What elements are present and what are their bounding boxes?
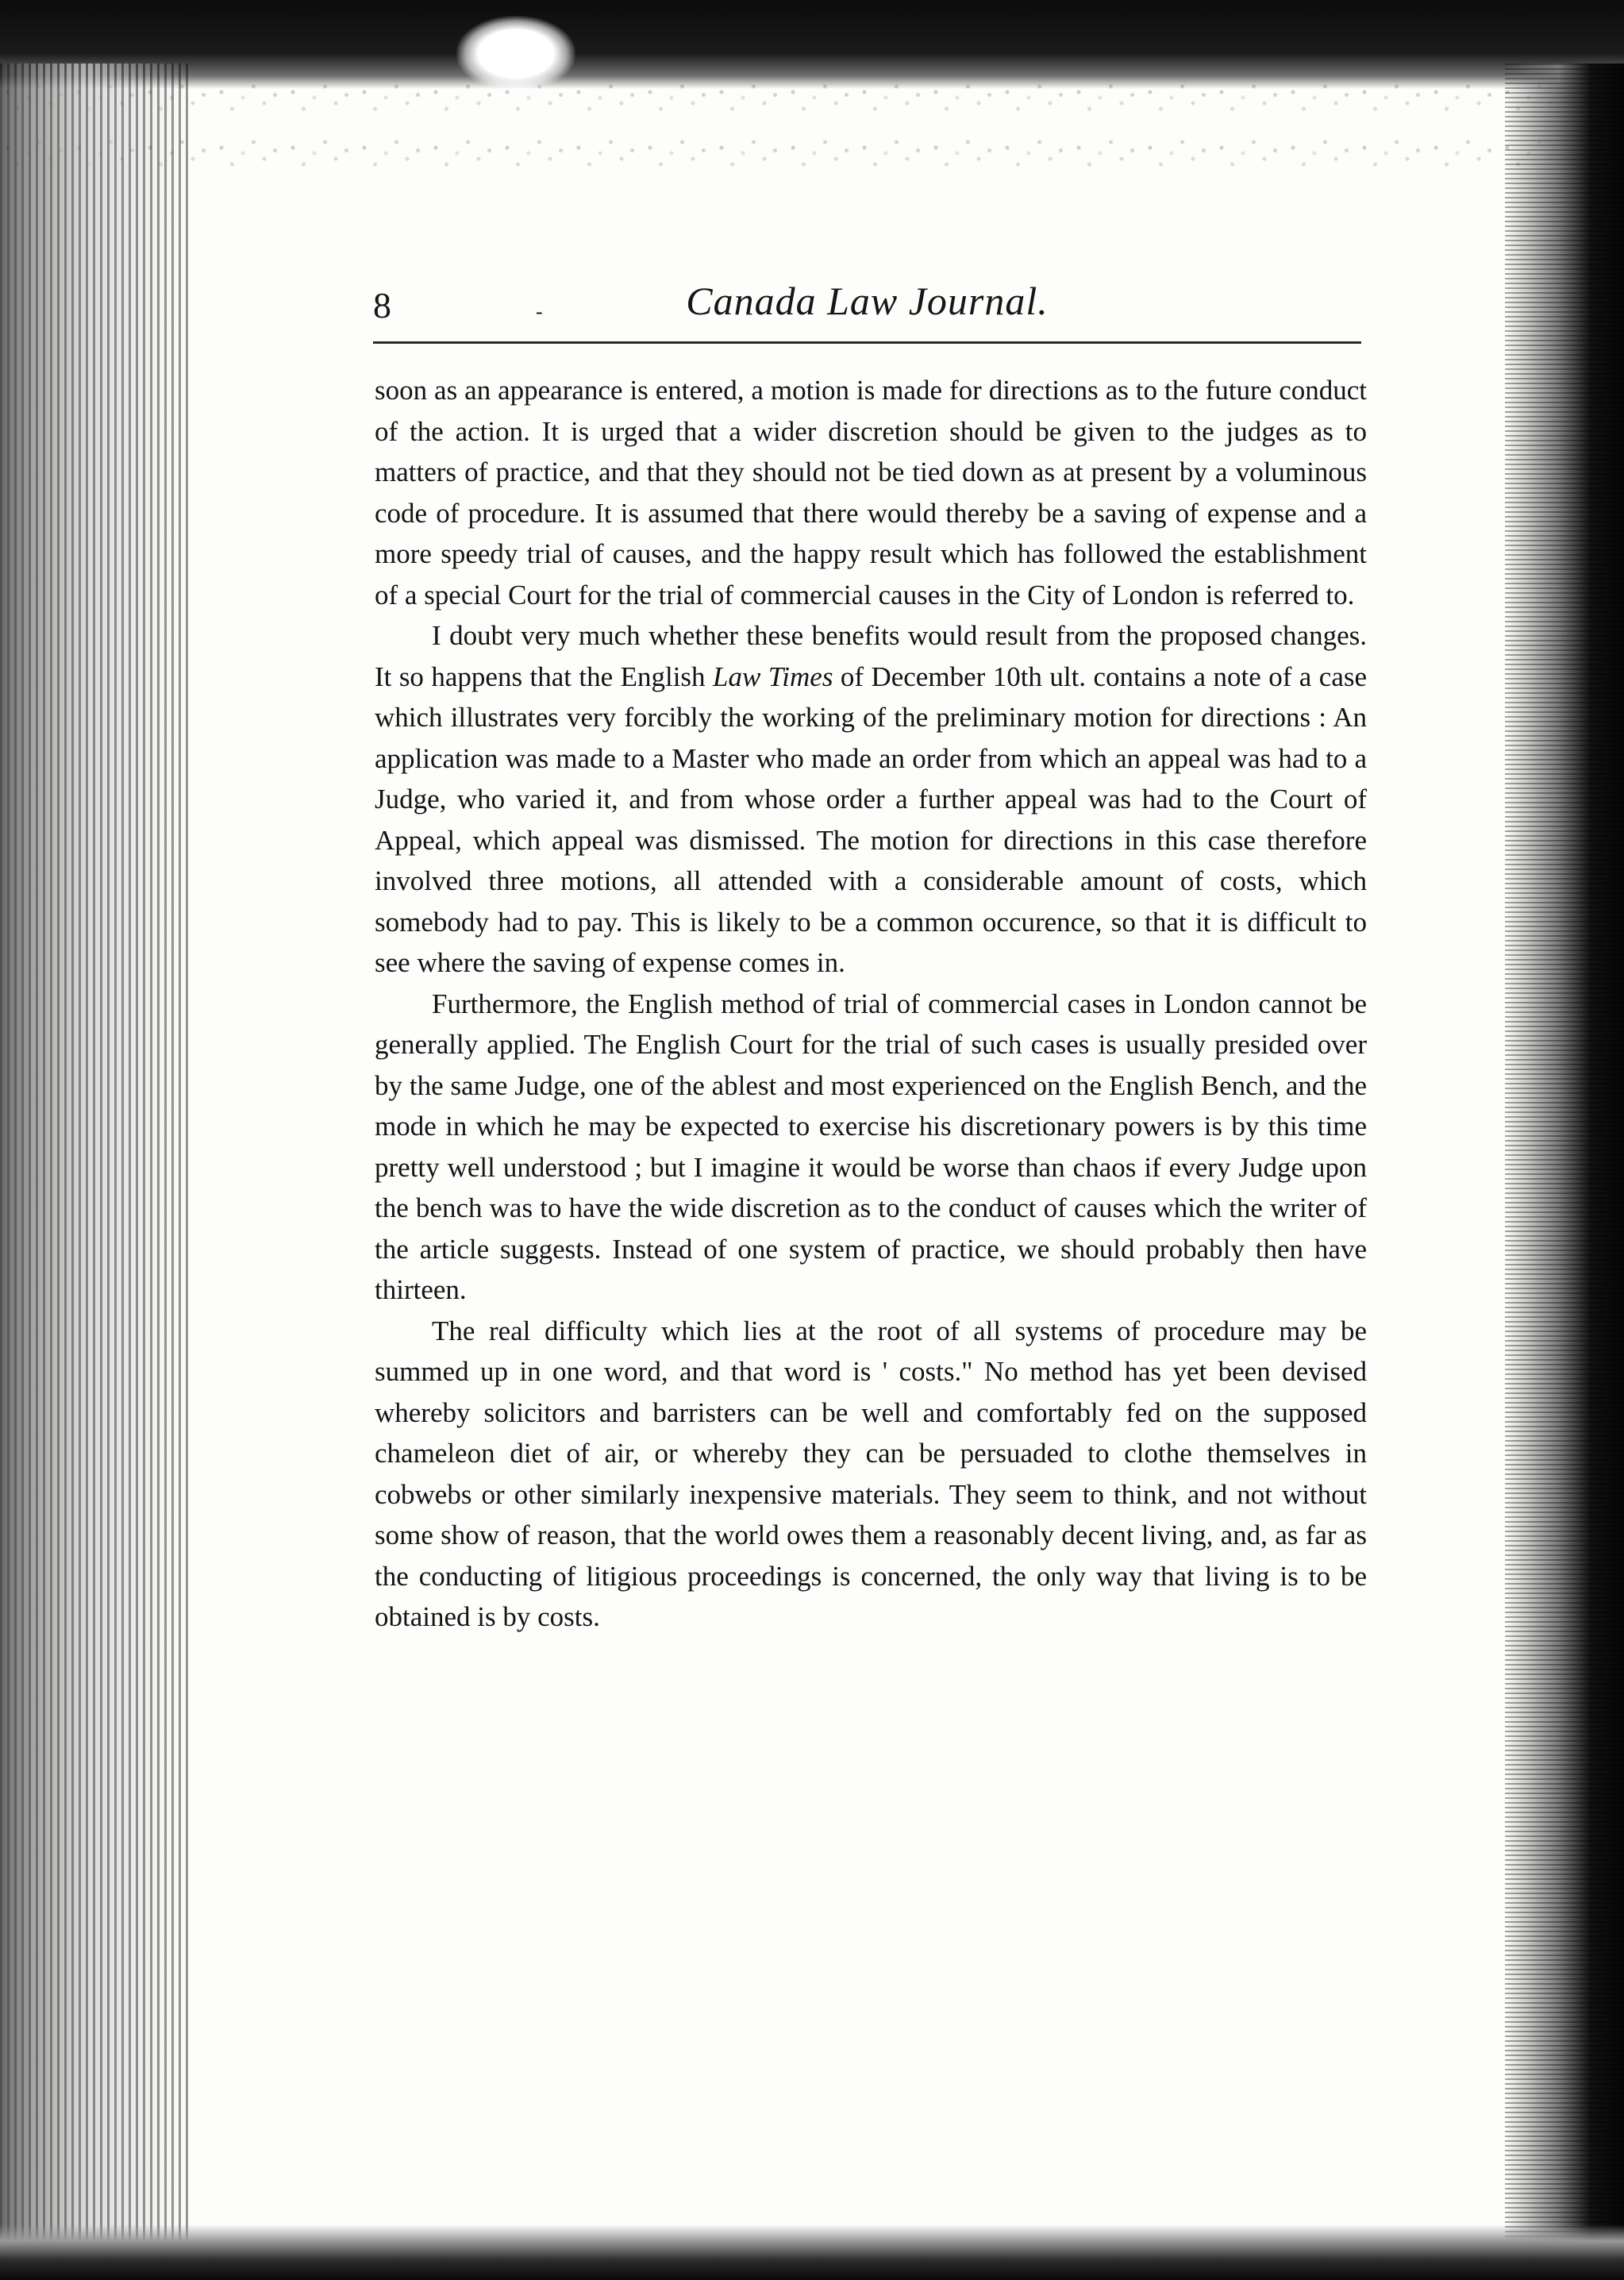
scan-edge-bottom <box>0 2224 1624 2280</box>
paragraph: The real difficulty which lies at the root of all systems of procedure may be summed up in one word, and that word is ' costs." No method has yet been devised whereby solicitors and barristers can be well and comfortably fed on the supposed chameleon diet of air, or whereby they can be persuaded to clothe themselves in cobwebs or other similarly inexpensive materials. They seem to think, and not without some show of reason, that the world owes them a reasonably decent living, and, as far as the conducting of litigious proceedings is concerned, the only way that living is to be obtained is by costs. <box>375 1315 1367 1632</box>
paragraph-text: of December 10th ult. contains a note of a case which illustrates very forcibly the working of the preliminary motion for directions : An application was made to a Master who made an order from which an appeal was had to a Judge, who varied it, and from whose order a further appeal was had to the Court of Appeal, which appeal was dismissed. The motion for directions in this case therefore involved three motions, all attended with a considerable amount of costs, which somebody had to pay. This is likely to be a common occurence, so that it is difficult to see where the saving of expense comes in. <box>375 661 1368 978</box>
paragraph <box>375 615 1367 984</box>
scan-noise <box>0 75 1624 187</box>
publication-title: Law Times <box>713 661 833 692</box>
page-header <box>373 268 1361 341</box>
article-body <box>375 370 1367 1638</box>
scan-edge-left <box>0 64 190 2280</box>
scan-edge-right <box>1505 64 1624 2280</box>
header-separator: - <box>536 300 543 323</box>
paragraph: Furthermore, the English method of trial of commercial cases in London cannot be generally applied. The English Court for the trial of such cases is usually presided over by the same Judge, one of the ablest and most experienced on the English Bench, and the mode in which he may be expected to exercise his discretionary powers is by this time pretty well understood ; but I imagine it would be worse than chaos if every Judge upon the bench was to have the wide discretion as to the conduct of causes which the writer of the article suggests. Instead of one system of practice, we should probably then have thirteen. <box>375 988 1367 1305</box>
journal-title: Canada Law Journal. <box>686 279 1049 323</box>
ink-blot <box>456 16 575 91</box>
header-rule <box>373 341 1361 344</box>
paragraph: soon as an appearance is entered, a motion is made for directions as to the future conduct of the action. It is urged that a wider discretion should be given to the judges as to matters of practice, and that they should not be tied down as at present by a voluminous code of procedure. It is assumed that there would thereby be a saving of expense and a more speedy trial of causes, and the happy result which has followed the establishment of a special Court for the trial of commercial causes in the City of London is referred to. <box>375 375 1367 610</box>
paragraph-text: I doubt very much whether these benefits would result from the proposed changes. It so happens that the English <box>375 620 1367 692</box>
page-number: 8 <box>373 285 391 325</box>
